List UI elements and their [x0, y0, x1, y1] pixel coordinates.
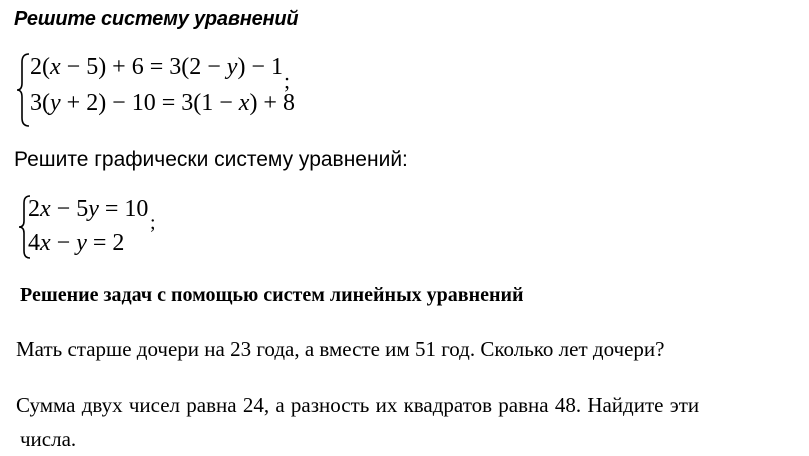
word-problem-1: Мать старше дочери на 23 года, а вместе им 51 год. Сколько лет дочери?: [16, 337, 665, 361]
system2-semicolon: ;: [150, 212, 156, 234]
task2-text: Решите графически систему уравнений:: [14, 148, 408, 171]
system2-equation-2: 4x − y = 2: [28, 230, 125, 256]
word-problem-2: [16, 388, 796, 456]
system1-equation-2: 3(y + 2) − 10 = 3(1 − x) + 8: [30, 90, 295, 116]
word-problem-2-line-1: Сумма двух чисел равна 24, а разность их квадратов равна 48. Найдите эти: [16, 393, 700, 417]
word-problem-2-line-2: числа.: [20, 427, 77, 451]
equation-system-1: [16, 50, 296, 130]
system1-equation-1: 2(x − 5) + 6 = 3(2 − y) − 1: [30, 54, 283, 80]
section-heading: Решение задач с помощью систем линейных уравнений: [20, 284, 524, 306]
equation-system-2: [18, 190, 168, 264]
system1-semicolon: ;: [284, 68, 291, 93]
system2-equation-1: 2x − 5y = 10: [28, 196, 149, 222]
task1-heading: Решите систему уравнений: [14, 8, 299, 30]
